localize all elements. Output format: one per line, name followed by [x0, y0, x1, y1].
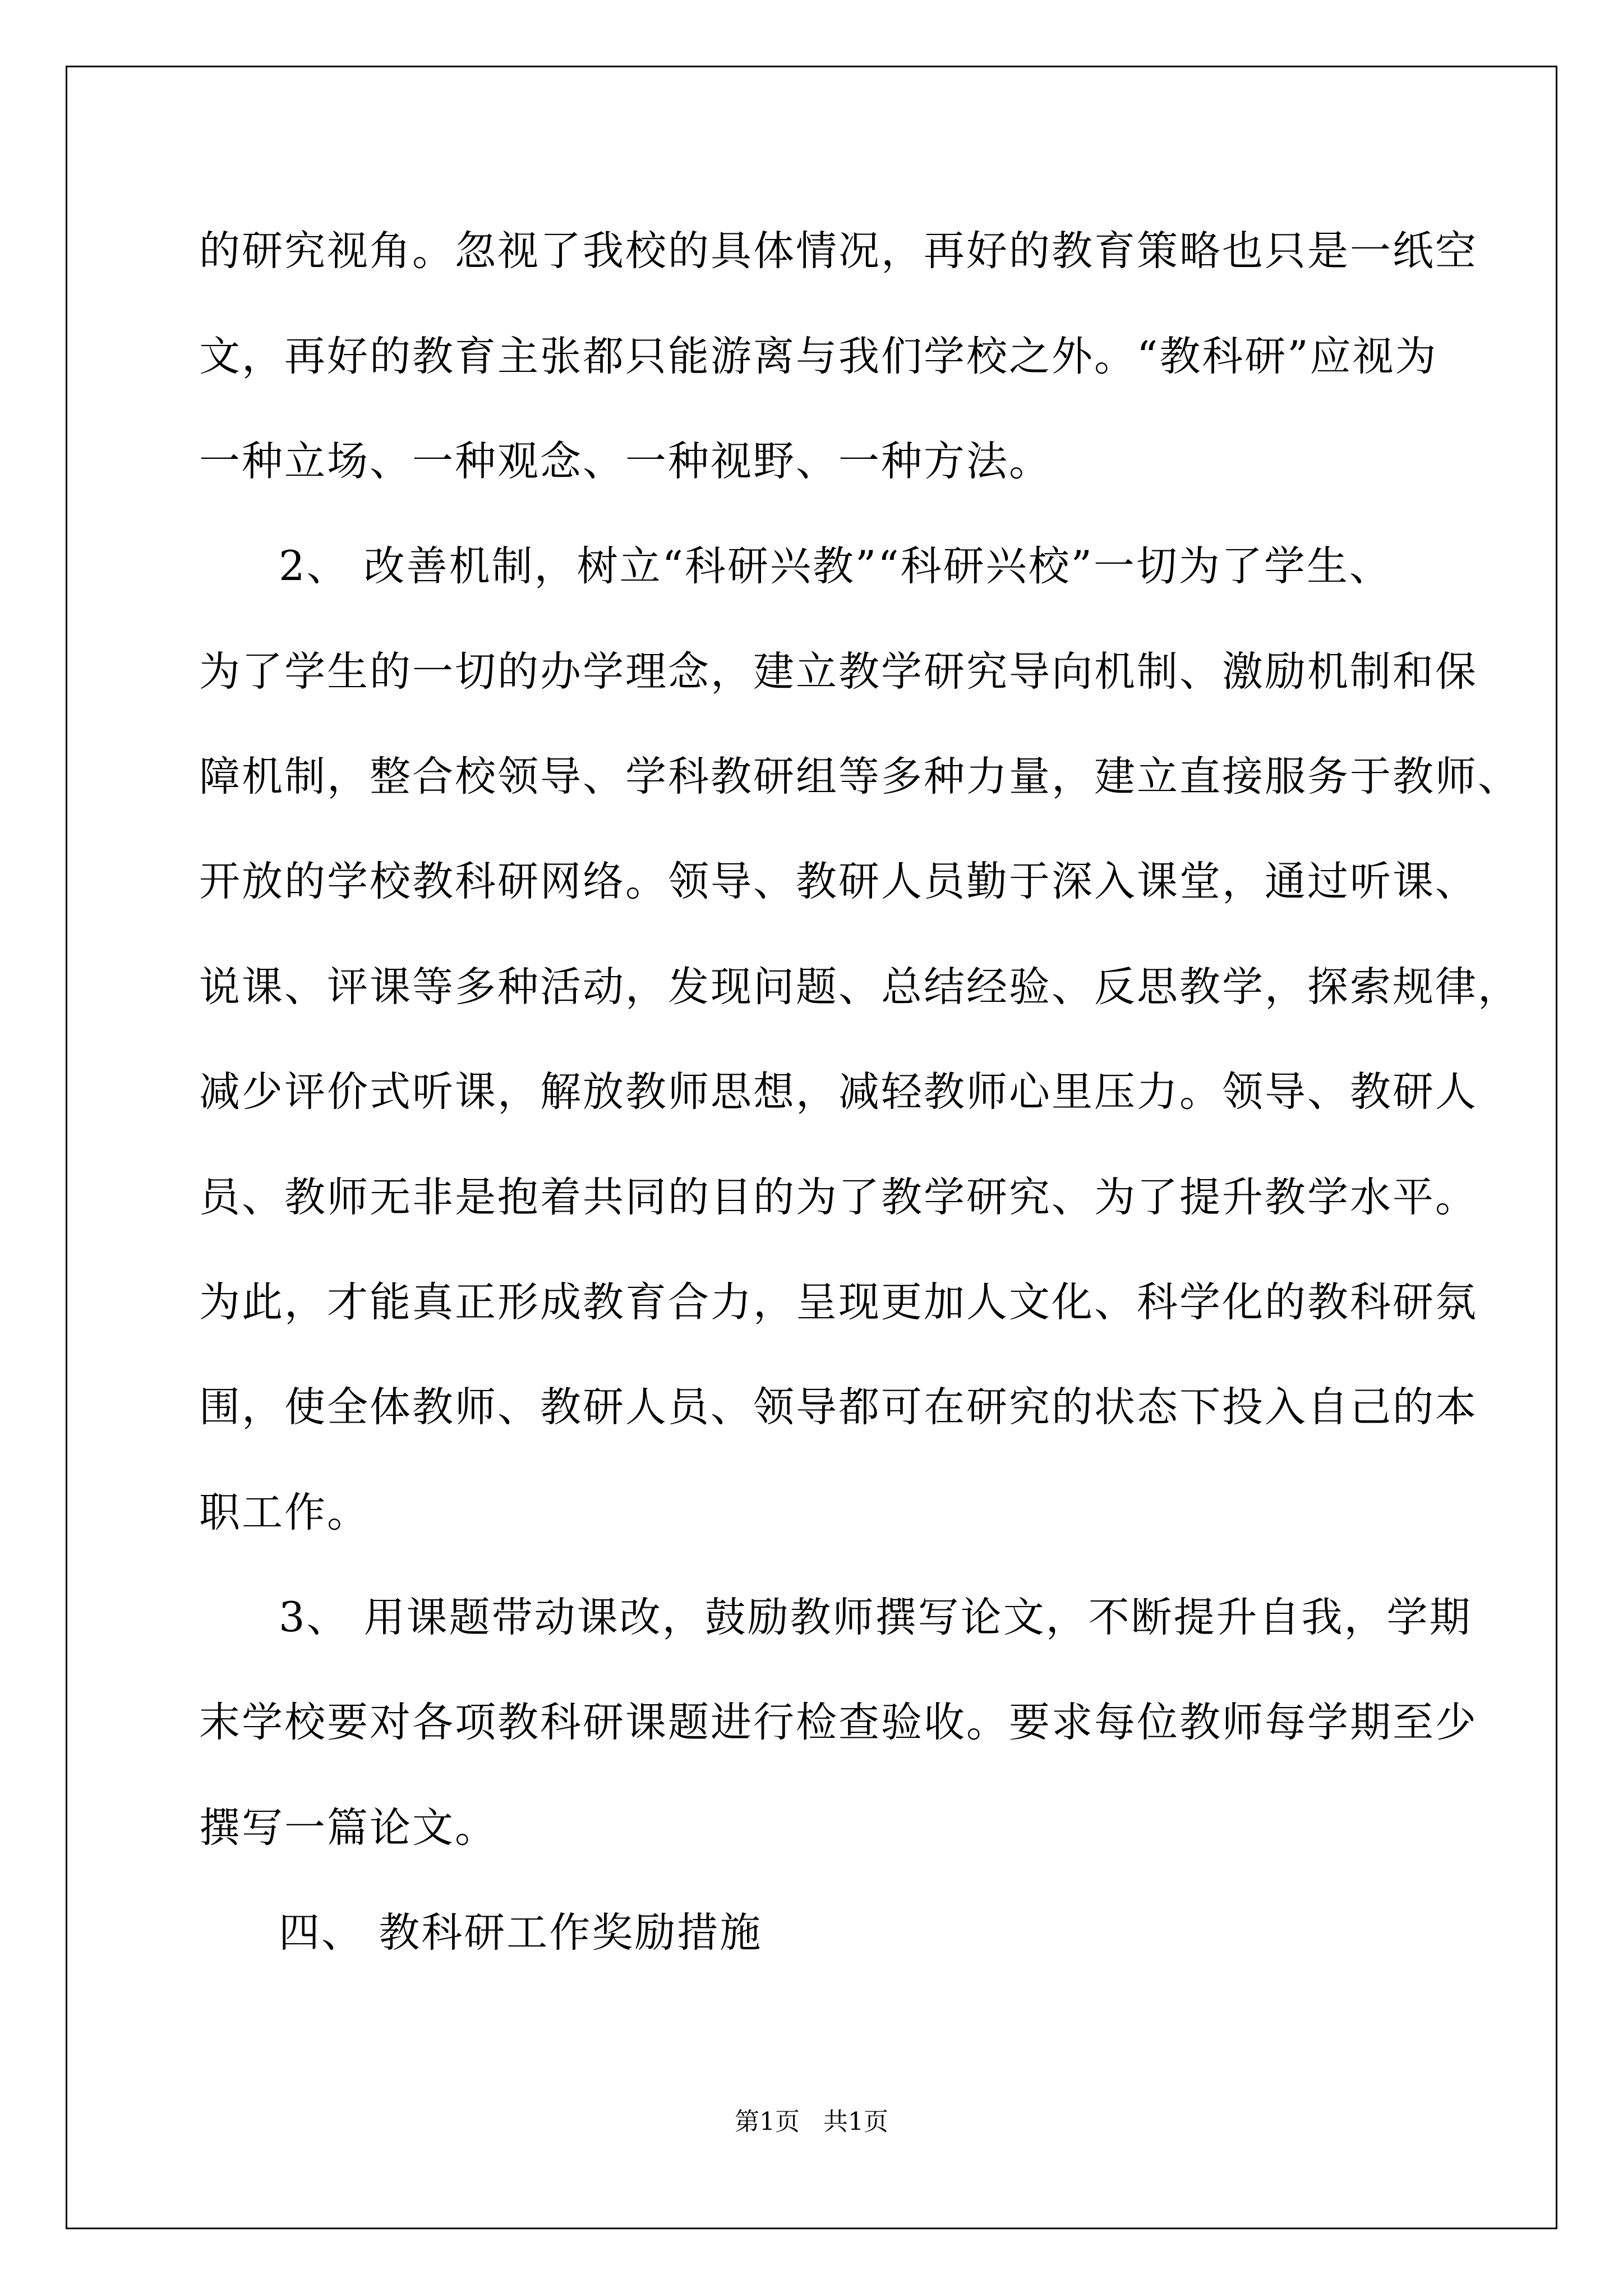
- body-text-line: 撰写一篇论文。: [199, 1804, 497, 1852]
- body-text-line: 的研究视角。忽视了我校的具体情况，再好的教育策略也只是一纸空: [199, 227, 1478, 275]
- body-text-line: 为了学生的一切的办学理念，建立教学研究导向机制、激励机制和保: [199, 648, 1478, 696]
- body-text-line: 员、教师无非是抱着共同的目的为了教学研究、为了提升教学水平。: [199, 1174, 1478, 1221]
- body-text-line: 末学校要对各项教科研课题进行检查验收。要求每位教师每学期至少: [199, 1699, 1478, 1746]
- body-text-line: 围，使全体教师、教研人员、领导都可在研究的状态下投入自己的本: [199, 1383, 1478, 1431]
- paragraph-start-3: 3、 用课题带动课改，鼓励教师撰写论文，不断提升自我，学期: [279, 1594, 1472, 1641]
- page-border: [66, 66, 1557, 2229]
- body-text-line: 为此，才能真正形成教育合力，呈现更加人文化、科学化的教科研氛: [199, 1278, 1478, 1326]
- body-text-line: 减少评价式听课，解放教师思想，减轻教师心里压力。领导、教研人: [199, 1068, 1478, 1116]
- page-footer: 第1页 共1页: [735, 2108, 888, 2136]
- paragraph-start-2: 2、 改善机制，树立“科研兴教”“科研兴校”一切为了学生、: [279, 542, 1392, 590]
- body-text-line: 开放的学校教科研网络。领导、教研人员勤于深入课堂，通过听课、: [199, 858, 1478, 905]
- body-text-line: 一种立场、一种观念、一种视野、一种方法。: [199, 438, 1052, 485]
- body-text-line: 说课、评课等多种活动，发现问题、总结经验、反思教学，探索规律，: [199, 963, 1520, 1011]
- body-text-line: 文，再好的教育主张都只能游离与我们学校之外。“教科研”应视为: [199, 333, 1438, 380]
- section-heading-4: 四、 教科研工作奖励措施: [279, 1909, 763, 1957]
- body-text-line: 职工作。: [199, 1489, 370, 1536]
- body-text-line: 障机制，整合校领导、学科教研组等多种力量，建立直接服务于教师、: [199, 753, 1520, 800]
